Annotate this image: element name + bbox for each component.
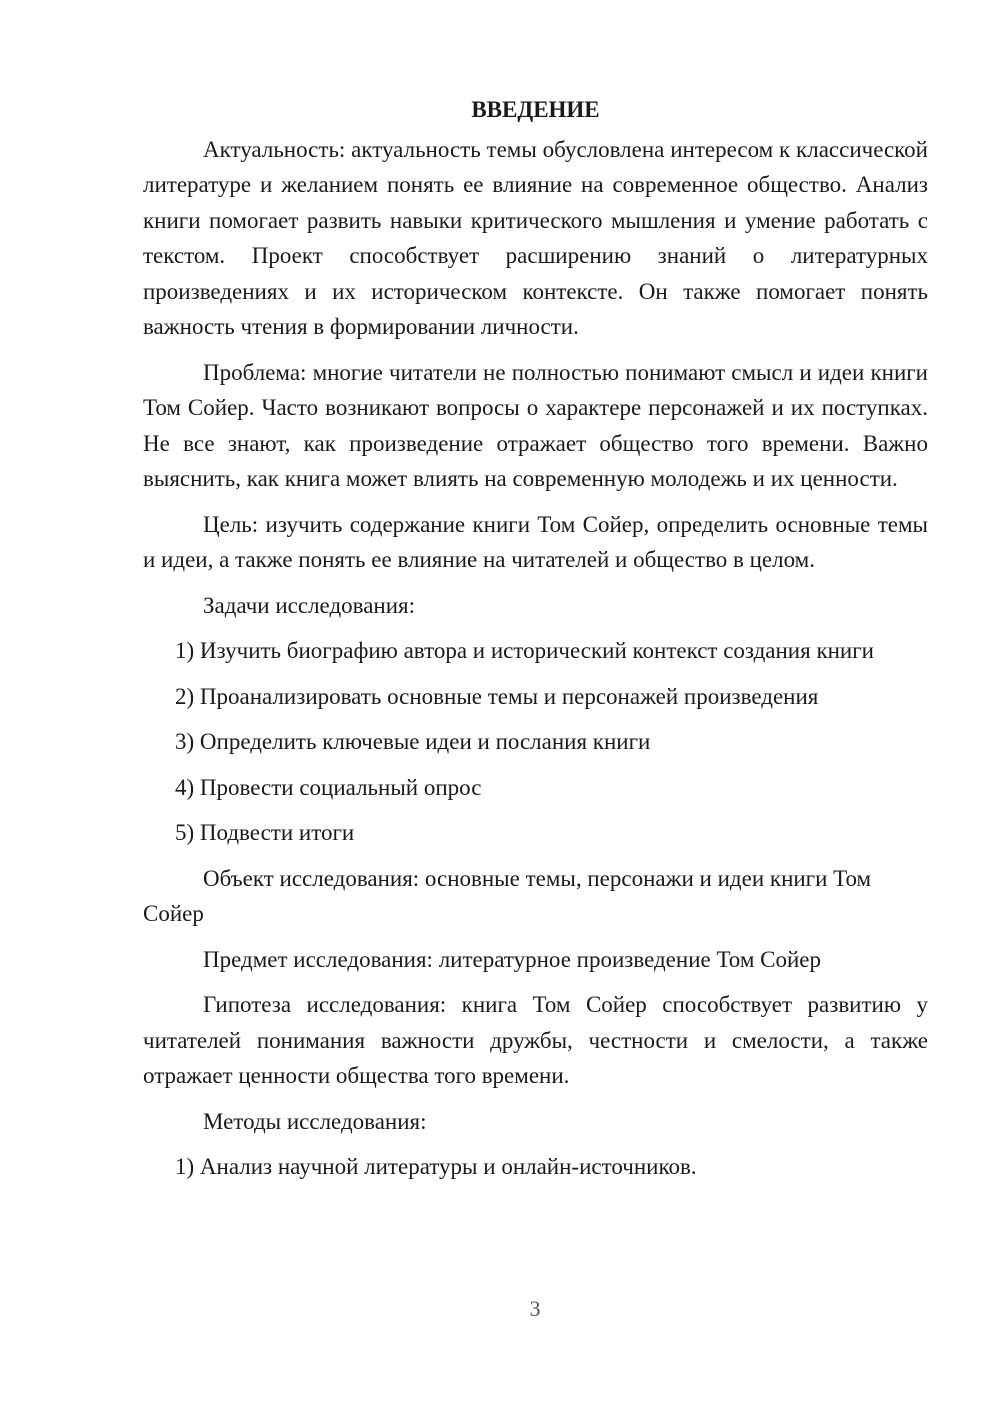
relevance-paragraph: Актуальность: актуальность темы обусловлена интересом к классической литературе и желанием понять ее влияние на современное общество. Анализ книги помогает развить навыки критического мышления и умение работать с текстом. Проект способствует расширению знаний о литературных произведениях и их историческом контексте. Он также помогает понять важность чтения в формировании личности. (143, 136, 928, 339)
page-content (143, 92, 928, 1195)
hypothesis-paragraph: Гипотеза исследования: книга Том Сойер способствует развитию у читателей понимания важности дружбы, честности и смелости, а также отражает ценности общества того времени. (143, 992, 928, 1088)
page-number: 3 (529, 1296, 541, 1321)
methods-heading: Методы исследования: (203, 1108, 427, 1134)
task-item-3: 3) Определить ключевые идеи и послания книги (175, 729, 651, 754)
task-item-4: 4) Провести социальный опрос (175, 774, 482, 800)
section-title: ВВЕДЕНИЕ (471, 97, 600, 122)
object-paragraph: Объект исследования: основные темы, персонажи и идеи книги Том Сойер (143, 865, 872, 926)
task-item-5: 5) Подвести итоги (175, 820, 355, 845)
problem-paragraph: Проблема: многие читатели не полностью понимают смысл и идеи книги Том Сойер. Часто возникают вопросы о характере персонажей и их поступках. Не все знают, как произведение отражает общество того времени. Важно выяснить, как книга может влиять на современную молодежь и их ценности. (143, 359, 928, 491)
tasks-heading: Задачи исследования: (203, 592, 416, 618)
method-item-1: 1) Анализ научной литературы и онлайн-источников. (175, 1154, 697, 1179)
subject-paragraph: Предмет исследования: литературное произведение Том Сойер (203, 946, 822, 972)
task-item-2: 2) Проанализировать основные темы и персонажей произведения (175, 683, 819, 709)
goal-paragraph: Цель: изучить содержание книги Том Сойер, определить основные темы и идеи, а также понять ее влияние на читателей и общество в целом. (143, 511, 928, 572)
task-item-1: 1) Изучить биографию автора и исторический контекст создания книги (175, 638, 874, 663)
